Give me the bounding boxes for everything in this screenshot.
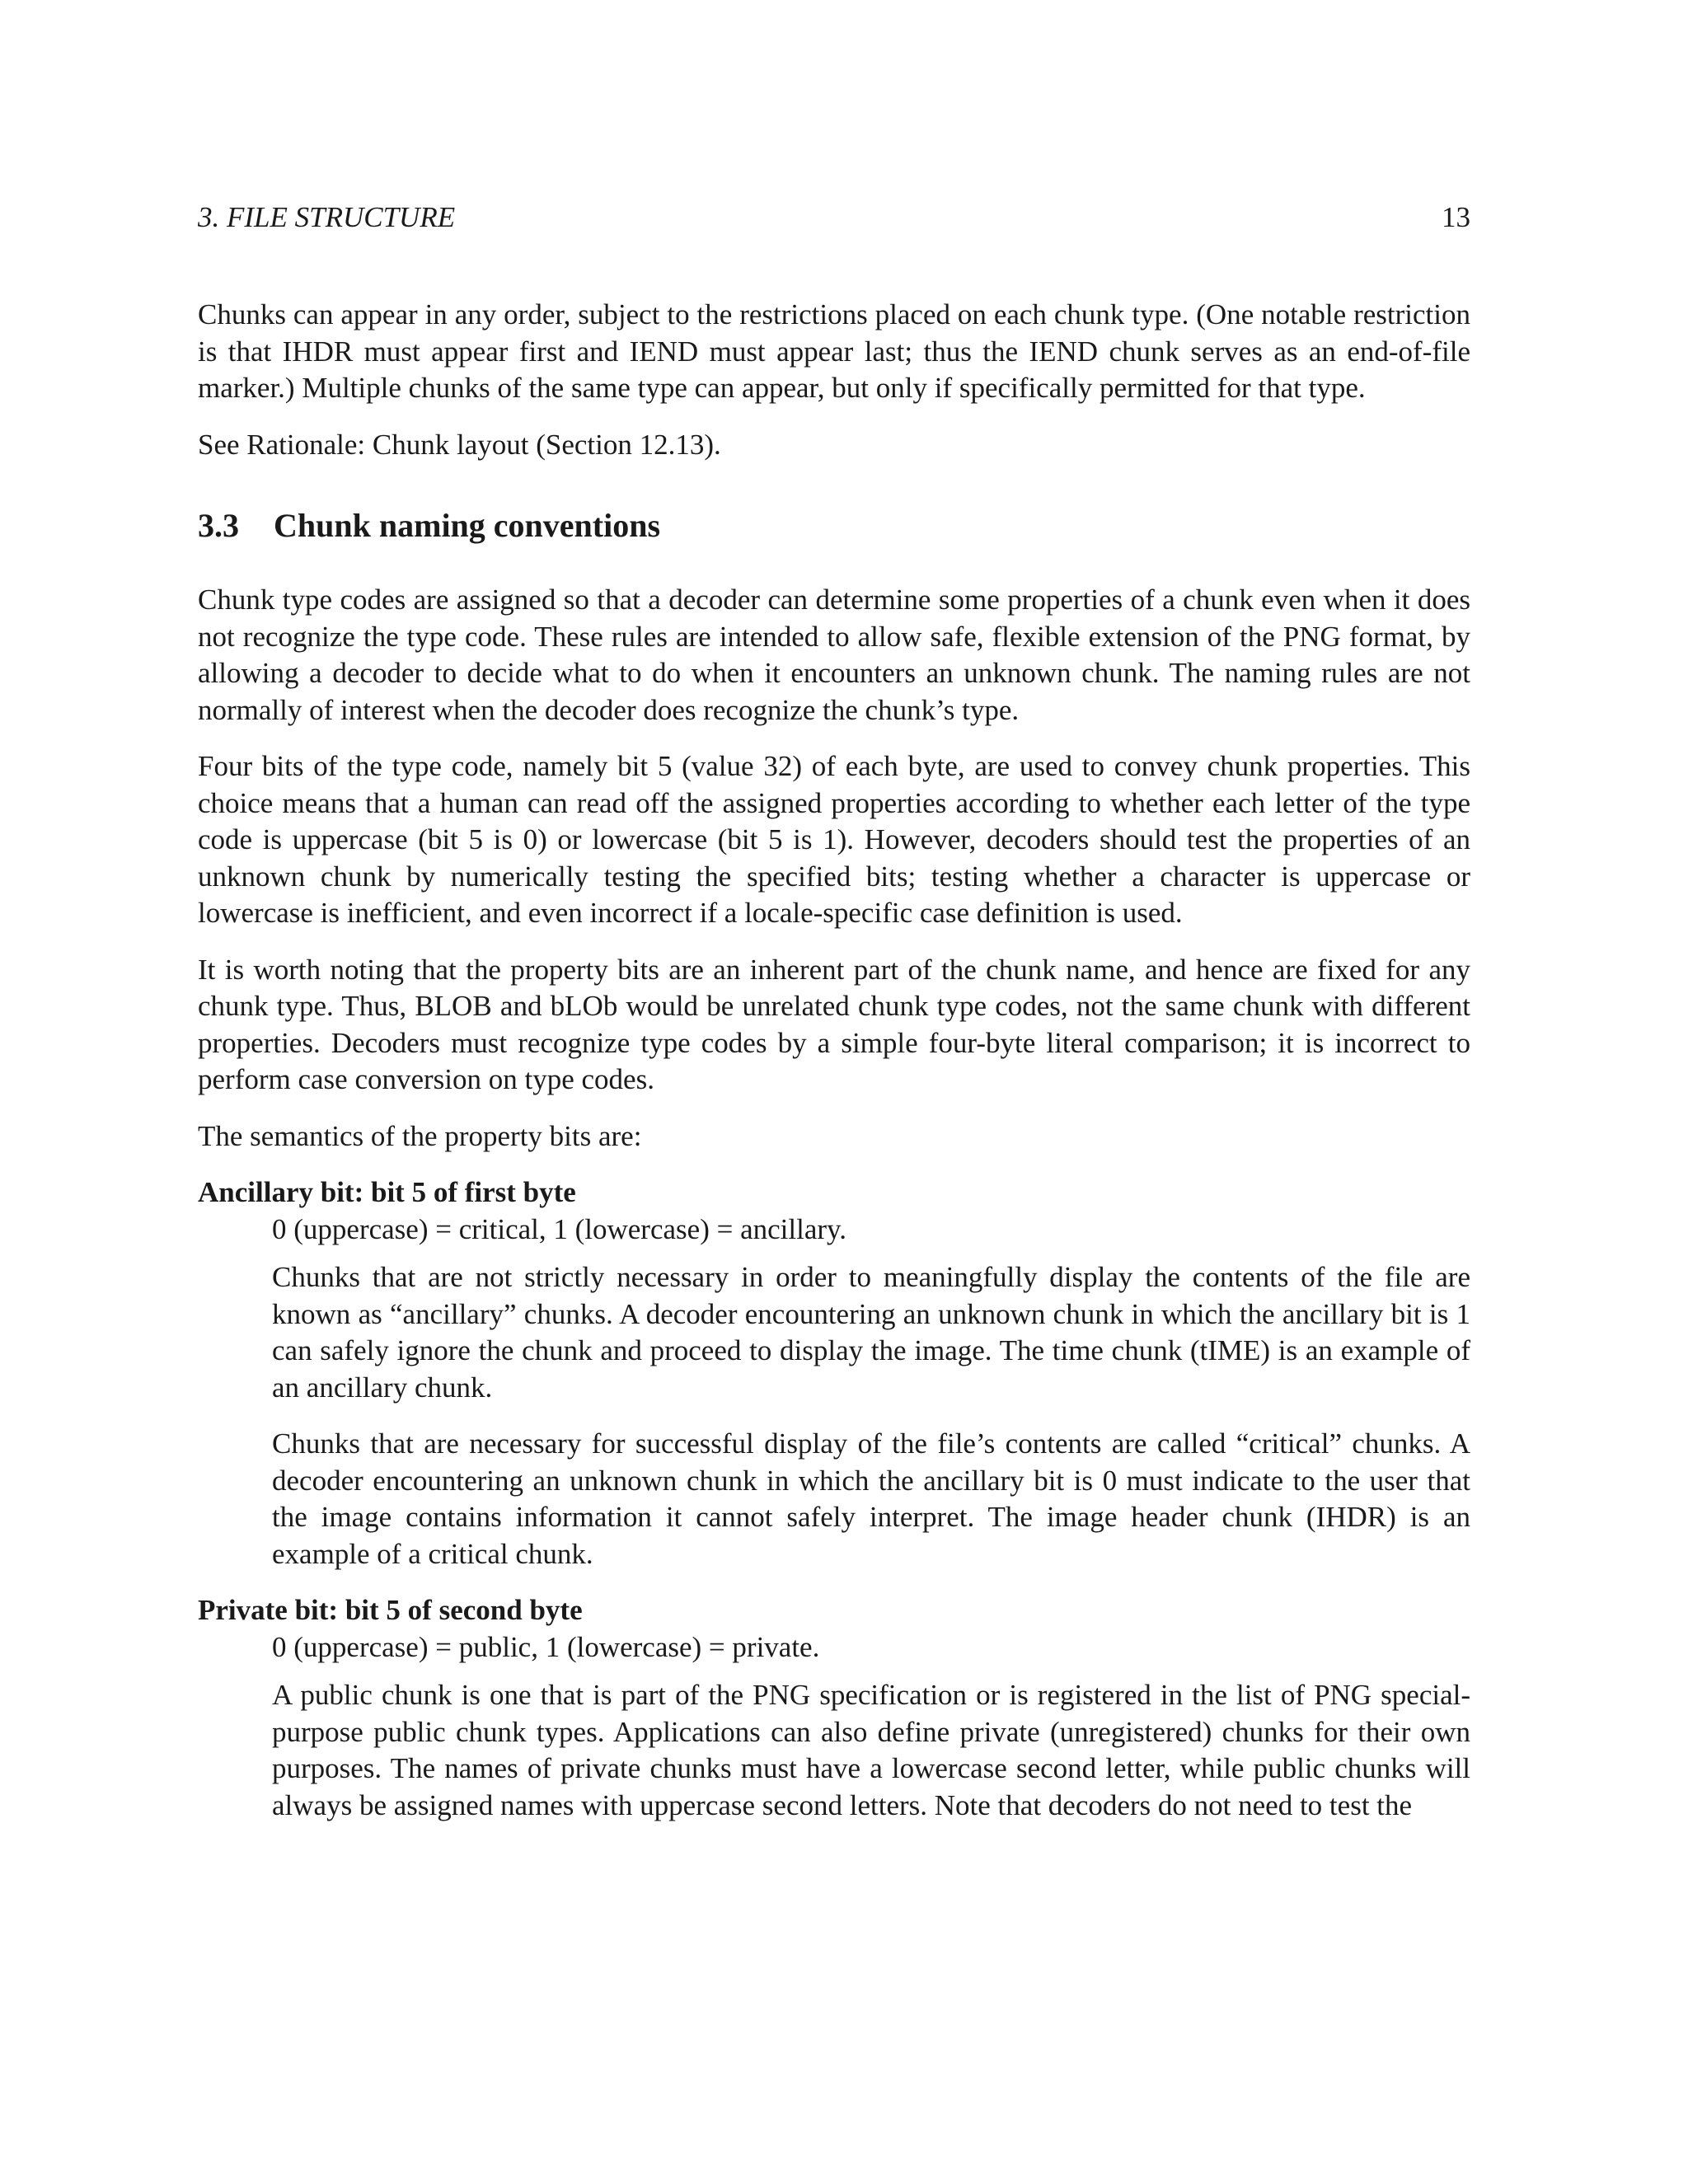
section-paragraph: Chunk type codes are assigned so that a decoder can determine some properties of a chunk even when it does not recognize the type code. These rules are intended to allow safe, flexible extension of the PNG format, by allowing a decoder to decide what to do when it encounters an unknown chunk. The naming rules are not normally of interest when the decoder does recognize the chunk’s type. — [198, 583, 1470, 726]
body-text — [198, 297, 1470, 1844]
definition-body — [272, 1212, 1470, 1573]
definition-ancillary-bit — [198, 1174, 1470, 1572]
definition-term: Private bit: bit 5 of second byte — [198, 1594, 583, 1626]
section-title: Chunk naming conventions — [274, 507, 661, 544]
definition-values: 0 (uppercase) = critical, 1 (lowercase) = ancillary. — [272, 1212, 846, 1245]
section-paragraph: It is worth noting that the property bits are an inherent part of the chunk name, and hence are fixed for any chunk type. Thus, BLOB and bLOb would be unrelated chunk type codes, not the same chunk with different properties. Decoders must recognize type codes by a simple four-byte literal comparison; it is incorrect to perform case conversion on type codes. — [198, 953, 1470, 1095]
running-header — [198, 199, 1470, 236]
section-heading — [198, 506, 1470, 546]
definition-private-bit — [198, 1592, 1470, 1824]
definition-paragraph: Chunks that are necessary for successful display of the file’s contents are called “critical” chunks. A decoder encountering an unknown chunk in which the ancillary bit is 0 must indicate to the user that the image contains information it cannot safely interpret. The image header chunk (IHDR) is an example of a critical chunk. — [272, 1427, 1470, 1570]
page-number: 13 — [1442, 201, 1470, 233]
intro-paragraph: Chunks can appear in any order, subject to the restrictions placed on each chunk type. (One notable restriction is that IHDR must appear first and IEND must appear last; thus the IEND chunk serves as an end-of-file marker.) Multiple chunks of the same type can appear, but only if specifically permitted for that type. — [198, 298, 1470, 404]
chapter-title: 3. FILE STRUCTURE — [198, 201, 456, 233]
section-number: 3.3 — [198, 507, 239, 544]
section-paragraph: The semantics of the property bits are: — [198, 1119, 642, 1152]
definition-term: Ancillary bit: bit 5 of first byte — [198, 1176, 576, 1208]
rationale-reference: See Rationale: Chunk layout (Section 12.13). — [198, 428, 721, 461]
section-paragraph: Four bits of the type code, namely bit 5 (value 32) of each byte, are used to convey chunk properties. This choice means that a human can read off the assigned properties according to whether each letter of the type code is uppercase (bit 5 is 0) or lowercase (bit 5 is 1). However, decoders should test the properties of an unknown chunk by numerically testing the specified bits; testing whether a character is uppercase or lowercase is inefficient, and even incorrect if a locale-specific case definition is used. — [198, 750, 1470, 929]
definition-paragraph: A public chunk is one that is part of the PNG specification or is registered in the list of PNG special-purpose public chunk types. Applications can also define private (unregistered) chunks for their own purposes. The names of private chunks must have a lowercase second letter, while public chunks will always be assigned names with uppercase second letters. Note that decoders do not need to test the — [272, 1679, 1470, 1821]
definition-paragraph: Chunks that are not strictly necessary in order to meaningfully display the contents of the file are known as “ancillary” chunks. A decoder encountering an unknown chunk in which the ancillary bit is 1 can safely ignore the chunk and proceed to display the image. The time chunk (tIME) is an example of an ancillary chunk. — [272, 1261, 1470, 1404]
definition-body — [272, 1629, 1470, 1825]
definition-values: 0 (uppercase) = public, 1 (lowercase) = private. — [272, 1630, 820, 1663]
